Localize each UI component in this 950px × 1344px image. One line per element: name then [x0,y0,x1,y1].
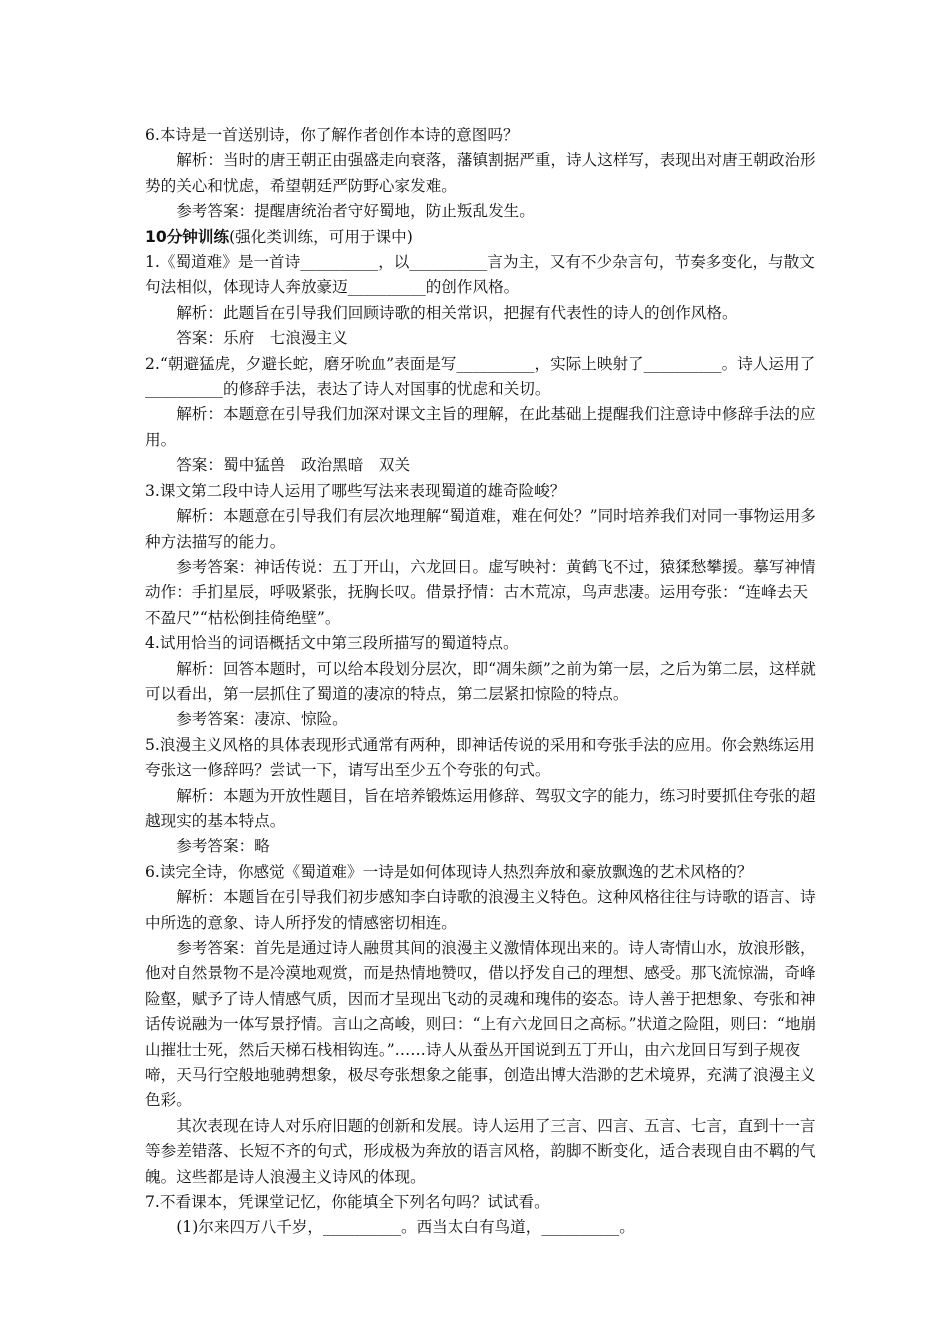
answer-1: 答案：乐府 七浪漫主义 [176,329,348,348]
analysis-4: 解析：回答本题时，可以给本段划分层次，即“凋朱颜”之前为第一层，之后为第二层，这样就可以看出，第一层抓住了蜀道的凄凉的特点，第二层紧扣惊险的特点。 [145,659,816,703]
question-5: 5.浪漫主义风格的具体表现形式通常有两种，即神话传说的采用和夸张手法的应用。你会熟练运用夸张这一修辞吗？尝试一下，请写出至少五个夸张的句式。 [145,735,815,780]
answer-6: 参考答案：首先是通过诗人融贯其间的浪漫主义激情体现出来的。诗人寄情山水，放浪形骸，他对自然景物不是冷漠地观赏，而是热情地赞叹，借以抒发自己的理想、感受。那飞流惊湍，奇峰险壑，赋予了诗人情感气质，因而才呈现出飞动的灵魂和瑰伟的姿态。诗人善于把想象、夸张和神话传说融为一体写景抒情。言山之高峻，则曰：“上有六龙回日之高标。”状道之险阻，则曰：“地崩山摧壮士死，然后天梯石栈相钩连。”……诗人从蚕丛开国说到五丁开山，由六龙回日写到子规夜啼，天马行空般地驰骋想象，极尽夸张想象之能事，创造出博大浩渺的艺术境界，充满了浪漫主义色彩。 [145,939,817,1110]
question-1: 1.《蜀道难》是一首诗__________，以__________言为主，又有不少杂言句，节奏多变化，与散文句法相似，体现诗人奔放豪迈__________的创作风格。 [145,253,815,297]
analysis-2: 解析：本题意在引导我们加深对课文主旨的理解，在此基础上提醒我们注意诗中修辞手法的应用。 [145,405,816,449]
analysis-3: 解析：本题意在引导我们有层次地理解“蜀道难，难在何处？”同时培养我们对同一事物运用多种方法描写的能力。 [145,507,816,551]
question-4: 4.试用恰当的词语概括文中第三段所描写的蜀道特点。 [145,634,519,653]
section-heading [145,225,817,250]
answer-4: 参考答案：凄凉、惊险。 [176,710,348,729]
question-7-item-1: (1)尔来四万八千岁，__________。西当太白有鸟道，__________。 [176,1218,635,1237]
intro-question: 6.本诗是一首送别诗，你了解作者创作本诗的意图吗？ [145,126,519,144]
answer-6-continued: 其次表现在诗人对乐府旧题的创新和发展。诗人运用了三言、四言、五言、七言，直到十一言等参差错落、长短不齐的句式，形成极为奔放的语言风格，韵脚不断变化，适合表现自由不羁的气魄。这些都是诗人浪漫主义诗风的体现。 [145,1116,816,1186]
analysis-5: 解析：本题为开放性题目，旨在培养锻炼运用修辞、驾驭文字的能力，练习时要抓住夸张的超越现实的基本特点。 [145,786,816,830]
intro-answer: 参考答案：提醒唐统治者守好蜀地，防止叛乱发生。 [176,202,535,221]
answer-5: 参考答案：略 [176,837,270,856]
question-7: 7.不看课本，凭课堂记忆，你能填全下列名句吗？试试看。 [145,1193,550,1212]
intro-analysis: 解析：当时的唐王朝正由强盛走向衰落，藩镇割据严重，诗人这样写，表现出对唐王朝政治形势的关心和忧虑，希望朝廷严防野心家发难。 [145,151,816,195]
section-note: (强化类训练，可用于课中) [229,227,413,246]
answer-3: 参考答案：神话传说：五丁开山，六龙回日。虚写映衬：黄鹤飞不过，猿猱愁攀援。摹写神情动作：手扪星辰，呼吸紧张，抚胸长叹。借景抒情：古木荒凉，鸟声悲凄。运用夸张：“连峰去天不盈尺”“枯松倒挂倚绝壁”。 [145,557,816,627]
document-page [145,123,817,1241]
analysis-1: 解析：此题旨在引导我们回顾诗歌的相关常识，把握有代表性的诗人的创作风格。 [176,303,738,322]
question-2: 2.“朝避猛虎，夕避长蛇，磨牙吮血”表面是写__________，实际上映射了__________。诗人运用了__________的修辞手法，表达了诗人对国事的忧虑和关切。 [145,354,816,399]
question-6: 6.读完全诗，你感觉《蜀道难》一诗是如何体现诗人热烈奔放和豪放飘逸的艺术风格的？ [145,862,753,881]
question-3: 3.课文第二段中诗人运用了哪些写法来表现蜀道的雄奇险峻？ [145,481,566,500]
answer-2: 答案：蜀中猛兽 政治黑暗 双关 [176,456,411,475]
analysis-6: 解析：本题旨在引导我们初步感知李白诗歌的浪漫主义特色。这种风格往往与诗歌的语言、诗中所选的意象、诗人所抒发的情感密切相连。 [145,888,816,932]
section-title: 10分钟训练 [145,227,230,246]
